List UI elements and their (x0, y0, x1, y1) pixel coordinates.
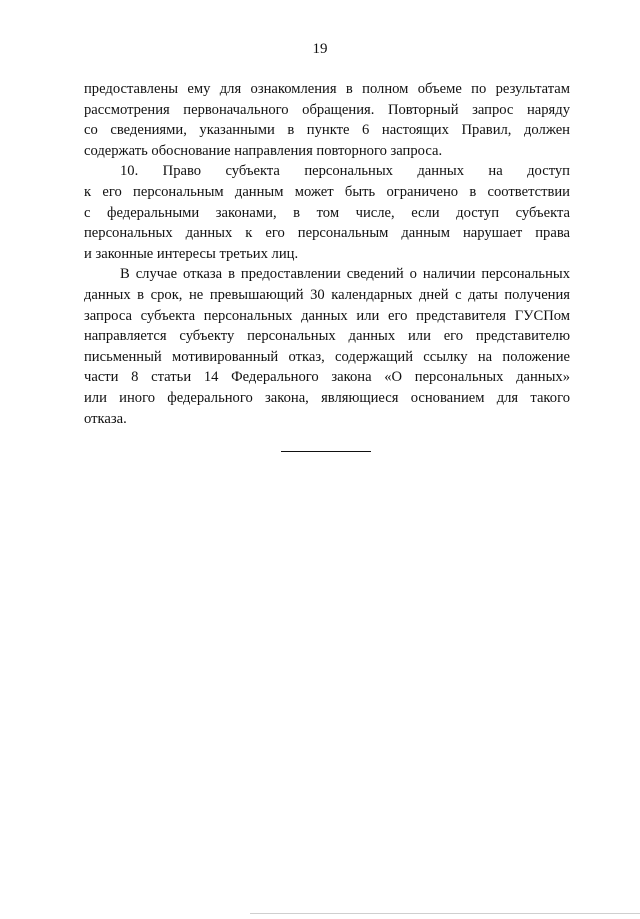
text-line: персональных данных к его персональным данным нарушает права (84, 225, 570, 242)
text-line: письменный мотивированный отказ, содержащий ссылку на положение (84, 348, 570, 365)
text-line: и законные интересы третьих лиц. (84, 245, 299, 262)
paragraph-refusal (84, 264, 570, 429)
text-line: содержать обоснование направления повторного запроса. (84, 142, 443, 159)
page-number: 19 (312, 41, 328, 57)
text-line: к его персональным данным может быть ограничено в соответствии (84, 183, 570, 200)
scan-edge-line (250, 913, 640, 914)
text-line: с федеральными законами, в том числе, если доступ субъекта (84, 204, 570, 221)
text-line: данных в срок, не превышающий 30 календарных дней с даты получения (84, 286, 570, 303)
text-line: направляется субъекту персональных данных или его представителю (84, 328, 570, 345)
text-line: запроса субъекта персональных данных или его представителя ГУСПом (84, 307, 570, 324)
text-line: 10. Право субъекта персональных данных на доступ (120, 163, 570, 180)
text-line: В случае отказа в предоставлении сведений о наличии персональных (120, 266, 570, 283)
text-line: отказа. (84, 410, 127, 427)
text-line: или иного федерального закона, являющиеся основанием для такого (84, 389, 570, 406)
text-line: предоставлены ему для ознакомления в полном объеме по результатам (84, 81, 570, 97)
paragraph-continuation (84, 79, 570, 161)
text-line: части 8 статьи 14 Федерального закона «О персональных данных» (84, 369, 570, 386)
paragraph-clause-10 (84, 161, 570, 264)
end-separator-line (281, 451, 371, 452)
document-body (84, 79, 570, 429)
text-line: со сведениями, указанными в пункте 6 настоящих Правил, должен (84, 122, 570, 139)
text-line: рассмотрения первоначального обращения. Повторный запрос наряду (84, 101, 570, 118)
